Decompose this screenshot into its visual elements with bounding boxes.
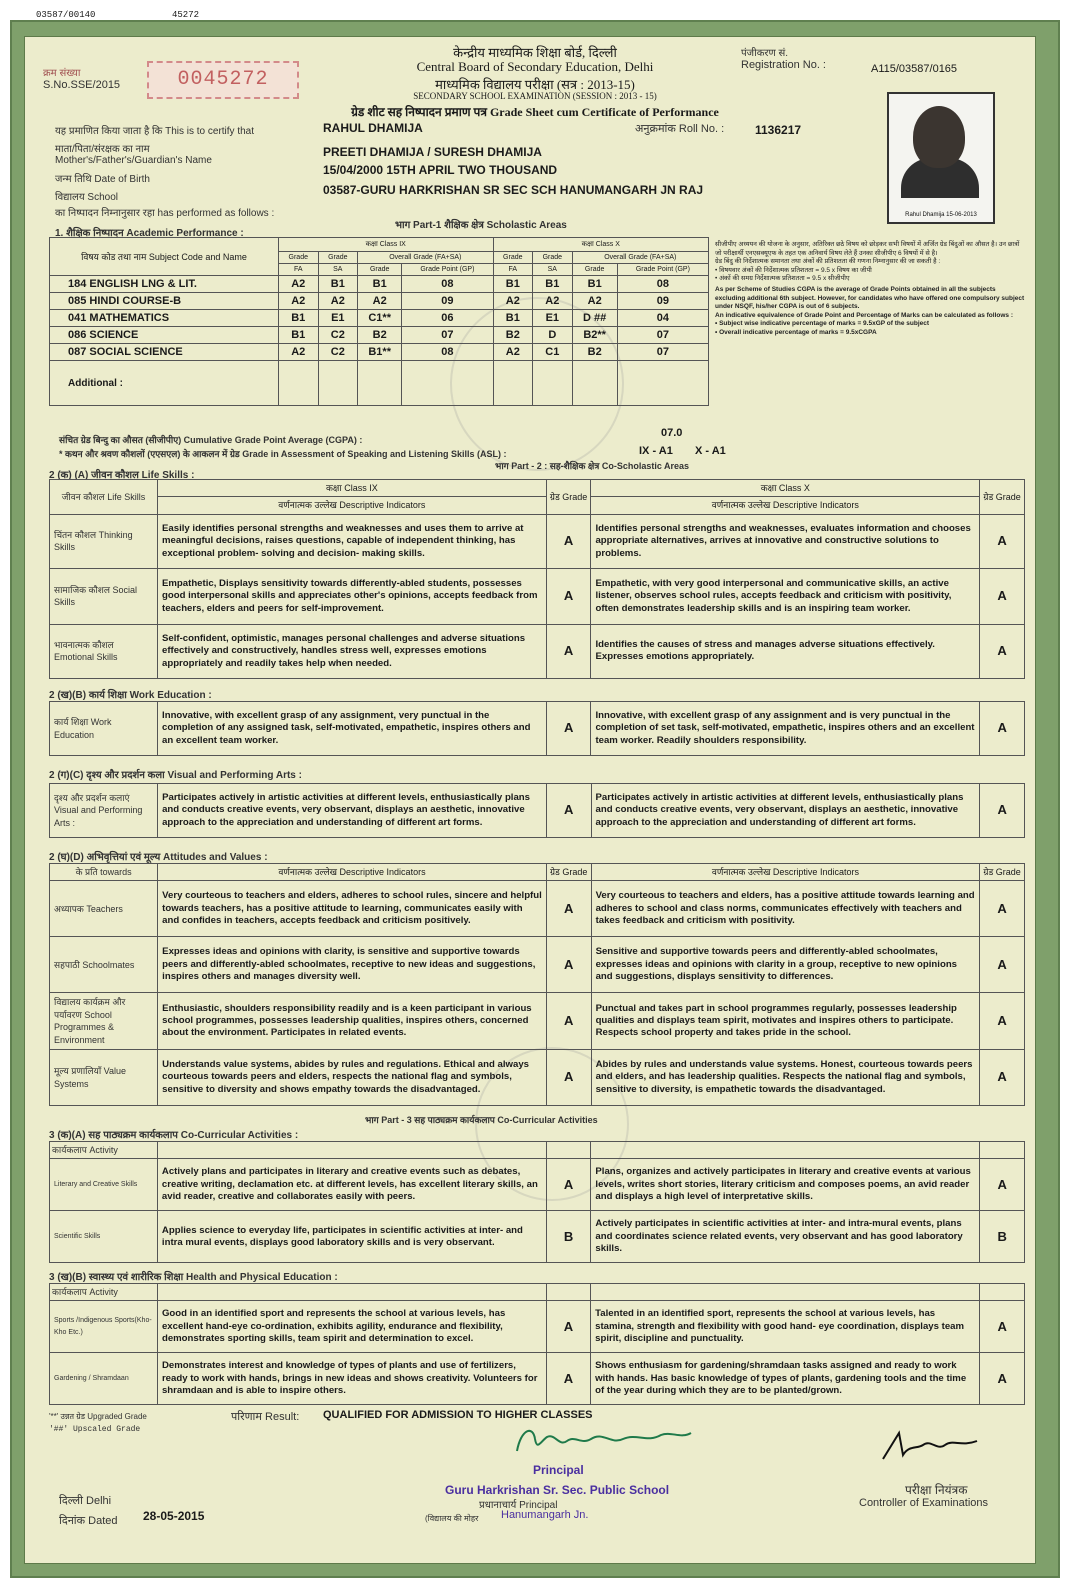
- visual-arts-row: दृश्य और प्रदर्शन कलाएं Visual and Performing Arts : Participates actively in artistic activities at different levels, enthusiastically plans and conducts creative events, very observant, displays an aesthetic, innovative approach to the appreciation and understanding of different art forms. A Participates actively in artistic activities at different levels, enthusiastically plans and conducts creative events, very observant, displays an aesthetic, innovative approach to the appreciation and understanding of different art forms. A: [50, 784, 1025, 838]
- performed-label: का निष्पादन निम्नानुसार रहा has performed as follows :: [55, 208, 275, 219]
- subject-row: 087 SOCIAL SCIENCE A2 C2 B1** 08 A2 C1 B2 07: [50, 344, 709, 361]
- certificate-title: ग्रेड शीट सह निष्पादन प्रमाण पत्र Grade Sheet cum Certificate of Performance: [351, 105, 719, 119]
- work-education-heading: 2 (ख)(B) कार्य शिक्षा Work Education :: [49, 690, 212, 701]
- sa-header: SA: [533, 264, 573, 276]
- attitude-row: मूल्य प्रणालियाँ Value Systems Understands value systems, abides by rules and regulations. Ethical and always courteous towards peers and elders, respects the national flag and symbols, sensitive to diversity and shows empathy towards the disadvantaged. A Abides by rules and understands value systems. Honest, courteous towards peers and elders, and has leadership qualities. Respects the national flag and symbols, sensitive to diversity, is empathetic towards the disadvantaged. A: [50, 1050, 1025, 1106]
- school-stamp: Guru Harkrishan Sr. Sec. Public School: [445, 1483, 670, 1497]
- document-code: 45272: [172, 10, 200, 20]
- descriptive-header: वर्णनात्मक उल्लेख Descriptive Indicators: [158, 864, 547, 881]
- life-skills-table: [49, 479, 1025, 679]
- issue-date: 28-05-2015: [143, 1509, 205, 1523]
- activity-row: Gardening / Shramdaan Demonstrates interest and knowledge of types of plants and use of fertilizers, ready to work with hands, brings in new ideas and shows creativity. Volunteers for shramdaan and is able to inspire others. A Shows enthusiasm for gardening/shramdaan tasks assigned and ready to work with hands. Has basic knowledge of types of plants, gardening tools and the time of the year during which they are to be planted/grown. A: [50, 1353, 1025, 1405]
- health-pe-table: [49, 1283, 1025, 1405]
- part2-heading: भाग Part - 2 : सह-शैक्षिक क्षेत्र Co-Scholastic Areas: [495, 461, 690, 471]
- class10-header: कक्षा Class X: [591, 480, 980, 497]
- asl-class9: IX - A1: [639, 445, 673, 457]
- grade-column-header: ग्रेड Grade: [980, 864, 1025, 881]
- grade-column-header: ग्रेड Grade: [546, 864, 591, 881]
- grade-header: Grade: [318, 252, 358, 264]
- cgpa-value: 07.0: [661, 427, 683, 439]
- grade-header: Grade: [533, 252, 573, 264]
- fa-header: FA: [279, 264, 319, 276]
- additional-row: Additional :: [50, 361, 709, 406]
- cocurricular-table: [49, 1141, 1025, 1263]
- subject-row: 184 ENGLISH LNG & LIT. A2 B1 B1 08 B1 B1 B1 08: [50, 276, 709, 293]
- result-value: QUALIFIED FOR ADMISSION TO HIGHER CLASSES: [323, 1409, 593, 1421]
- student-photo: [887, 92, 995, 224]
- sa-header: SA: [318, 264, 358, 276]
- photo-caption: Rahul Dhamija 15-06-2013: [905, 212, 977, 218]
- grade-subheader: Grade: [572, 264, 617, 276]
- cgpa-notes: सीजीपीए अध्ययन की योजना के अनुसार, अतिरिक्त छठे विषय को छोड़कर सभी विषयों में अर्जित ग्रेड बिंदुओं का औसत है। उन छात्रों जो परीक्षार्थी एनएसक्यूएफ के तहत एक अनिवार्य विषय लेते हैं उनका सीजीपीए 6 विषयों में से है। ग्रेड बिंदु की निर्देशात्मक समानता तथा अंकों की प्रतिशतता की गणना निम्नानुसार की जा सकती है : • विषयवार अंकों की निर्देशात्मक प्रतिशतता = 9.5 x विषय का जीपी • अंकों की समग्र निर्देशात्मक प्रतिशतता = 9.5 x सीजीपीए As per Scheme of Studies CGPA is the average of Grade Points obtained in all the subjects excluding additional 6th subject. However, for candidates who have offered one compulsory subject under NSQF, his/her CGPA is out of 6 subjects. An indicative equivalence of Grade Point and Percentage of Marks can be calculated as follows : • Subject wise indicative percentage of marks = 9.5xGP of the subject • Overall indicative percentage of marks = 9.5xCGPA: [715, 241, 1025, 336]
- date-of-birth: 15/04/2000 15TH APRIL TWO THOUSAND: [323, 163, 558, 177]
- result-label: परिणाम Result:: [231, 1411, 300, 1423]
- visual-arts-table: [49, 783, 1025, 838]
- overall-header: Overall Grade (FA+SA): [572, 252, 708, 264]
- activity-column-header: कार्यकलाप Activity: [50, 1142, 158, 1159]
- life-skills-column-header: जीवन कौशल Life Skills: [50, 480, 158, 515]
- registration-label: Registration No. :: [741, 59, 826, 71]
- life-skills-heading: 2 (क) (A) जीवन कौशल Life Skills :: [49, 470, 195, 481]
- subject-row: 085 HINDI COURSE-B A2 A2 A2 09 A2 A2 A2 09: [50, 293, 709, 310]
- dob-label: जन्म तिथि Date of Birth: [55, 174, 150, 185]
- work-education-row: कार्य शिक्षा Work Education Innovative, with excellent grasp of any assignment, very punctual in the completion of any assigned task, self-motivated, empathetic, inspires others and an excellent team worker. A Innovative, with excellent grasp of any assignment and is very punctual in the completion of set task, self-motivated, empathetic, inspires others and an excellent team worker. Readily shoulders responsibility. A: [50, 702, 1025, 756]
- student-name: RAHUL DHAMIJA: [323, 121, 423, 135]
- towards-column-header: के प्रति towards: [50, 864, 158, 881]
- asl-class10: X - A1: [695, 445, 726, 457]
- activity-row: Literary and Creative Skills Actively plans and participates in literary and creative events such as debates, creative writing, declamation etc. at different levels, has excellent literary skills, an avid reader, creative and collaborates easily with peers. A Plans, organizes and actively participates in literary and creative events at various levels, writes short stories, literary criticism and composes poems, an avid reader and displays a high level of interpretative skills. A: [50, 1159, 1025, 1211]
- class9-header: कक्षा Class IX: [279, 238, 494, 252]
- place-label: दिल्ली Delhi: [59, 1495, 112, 1507]
- principal-label: Principal: [533, 1463, 584, 1477]
- overall-header: Overall Grade (FA+SA): [358, 252, 493, 264]
- gp-header: Grade Point (GP): [402, 264, 493, 276]
- grade-column-header: ग्रेड Grade: [980, 480, 1025, 515]
- descriptive-header: वर्णनात्मक उल्लेख Descriptive Indicators: [591, 864, 980, 881]
- life-skill-row: चिंतन कौशल Thinking Skills Easily identifies personal strengths and weaknesses and uses them to arrive at meaningful decisions, raises questions, capable of independent thinking, has exceptional problem- solving and decision- making skills. A Identifies personal strengths and weaknesses, evaluates information and chooses appropriate alternatives, arrives at innovative and constructive solutions to problems. A: [50, 514, 1025, 568]
- subject-column-header: विषय कोड तथा नाम Subject Code and Name: [50, 238, 279, 276]
- principal-signature: [511, 1421, 701, 1461]
- serial-label: S.No.SSE/2015: [43, 79, 121, 91]
- academic-table: [49, 237, 709, 406]
- exam-name-hindi: माध्यमिक विद्यालय परीक्षा (सत्र : 2013-15): [435, 77, 635, 92]
- controller-hindi: परीक्षा नियंत्रक: [905, 1483, 968, 1497]
- parent-label-hindi: माता/पिता/संरक्षक का नाम: [55, 144, 150, 155]
- parent-names: PREETI DHAMIJA / SURESH DHAMIJA: [323, 145, 542, 159]
- certify-label: यह प्रमाणित किया जाता है कि This is to certify that: [55, 126, 255, 137]
- activity-column-header: कार्यकलाप Activity: [50, 1284, 158, 1301]
- principal-hindi: प्रधानाचार्य Principal: [479, 1500, 558, 1511]
- document-number: 03587/00140: [36, 10, 96, 20]
- attitude-row: अध्यापक Teachers Very courteous to teachers and elders, adheres to school rules, sincere and helpful towards teachers, has a positive attitude to learning, communicates easily with and confides in teachers, accepts feedback and criticism positively. A Very courteous to teachers and elders, has a positive attitude towards learning and adheres to school and class norms, communicates effectively with teachers and takes feedback and criticism with positivity. A: [50, 881, 1025, 937]
- subject-row: 086 SCIENCE B1 C2 B2 07 B2 D B2** 07: [50, 327, 709, 344]
- board-name: Central Board of Secondary Education, Delhi: [416, 59, 654, 74]
- part3-heading: भाग Part - 3 सह पाठ्यक्रम कार्यकलाप Co-Curricular Activities: [365, 1115, 598, 1125]
- activity-row: Sports /Indigenous Sports(Kho-Kho Etc.) Good in an identified sport and represents the school at various levels, has excellent hand-eye co-ordination, exhibits agility, endurance and flexibility, demonstrates sporting skills, team spirit and determination to excel. A Talented in an identified sport, represents the school at various levels, has stamina, strength and flexibility with good hand- eye coordination, displays team spirit, discipline and punctuality. A: [50, 1301, 1025, 1353]
- exam-name: SECONDARY SCHOOL EXAMINATION (SESSION : 2013 - 15): [413, 91, 657, 101]
- class10-header: कक्षा Class X: [493, 238, 708, 252]
- health-pe-heading: 3 (ख)(B) स्वास्थ्य एवं शारीरिक शिक्षा Health and Physical Education :: [49, 1272, 338, 1283]
- work-education-table: [49, 701, 1025, 756]
- grade-header: Grade: [493, 252, 533, 264]
- controller-label: Controller of Examinations: [859, 1497, 989, 1509]
- asl-label: * कथन और श्रवण कौशलों (एएसएल) के आकलन में ग्रेड Grade in Assessment of Speaking and Listening Skills (ASL) :: [59, 449, 507, 459]
- cgpa-label: संचित ग्रेड बिन्दु का औसत (सीजीपीए) Cumulative Grade Point Average (CGPA) :: [59, 435, 363, 445]
- board-name-hindi: केन्द्रीय माध्यमिक शिक्षा बोर्ड, दिल्ली: [453, 45, 617, 60]
- life-skill-row: सामाजिक कौशल Social Skills Empathetic, Displays sensitivity towards differently-abled students, possesses good interpersonal skills and appreciates other's opinions, accepts feedback from teachers, elders and peers for self-improvement. A Empathetic, with very good interpersonal and communicative skills, an active listener, observes school rules, accepts feedback and criticism with positivity, often demonstrates leadership skills and is an inspiring team worker. A: [50, 568, 1025, 624]
- academic-heading: 1. शैक्षिक निष्पादन Academic Performance :: [55, 228, 244, 239]
- serial-label-hindi: क्रम संख्या: [43, 68, 81, 79]
- life-skill-row: भावनात्मक कौशल Emotional Skills Self-confident, optimistic, manages personal challenges and adverse situations effectively and constructively, handles stress well, expresses emotions appropriately and readily takes help when needed. A Identifies the causes of stress and manages adverse situations effectively. Expresses emotions appropriately. A: [50, 624, 1025, 678]
- roll-number: 1136217: [755, 123, 802, 137]
- roll-label: अनुक्रमांक Roll No. :: [635, 123, 725, 135]
- serial-number: 0045272: [147, 61, 299, 99]
- descriptive-header: वर्णनात्मक उल्लेख Descriptive Indicators: [158, 497, 547, 514]
- visual-arts-heading: 2 (ग)(C) दृश्य और प्रदर्शन कला Visual and Performing Arts :: [49, 770, 302, 781]
- attitudes-heading: 2 (घ)(D) अभिवृत्तियां एवं मूल्य Attitudes and Values :: [49, 852, 268, 863]
- activity-row: Scientific Skills Applies science to everyday life, participates in scientific activities at inter- and intra mural events, displays good laboratory skills and is very observant. B Actively participates in scientific activities at inter- and intra-mural events, plans and coordinates science related events, very observant and has good laboratory skills. B: [50, 1211, 1025, 1263]
- registration-number: A115/03587/0165: [871, 63, 958, 75]
- attitude-row: विद्यालय कार्यक्रम और पर्यावरण School Programmes & Environment Enthusiastic, shoulders responsibility readily and is a keen participant in various school programmes, possesses leadership qualities, inspires others, concerned about the environment. Participates in related events. A Punctual and takes part in school programmes regularly, possesses leadership qualities and displays team spirit, motivates and inspires others to participate. Respects school property and takes pride in the school. A: [50, 993, 1025, 1050]
- attitudes-table: [49, 863, 1025, 1106]
- class9-header: कक्षा Class IX: [158, 480, 547, 497]
- subject-row: 041 MATHEMATICS B1 E1 C1** 06 B1 E1 D ## 04: [50, 310, 709, 327]
- gp-header: Grade Point (GP): [617, 264, 708, 276]
- fa-header: FA: [493, 264, 533, 276]
- grade-header: Grade: [279, 252, 319, 264]
- school-name: 03587-GURU HARKRISHAN SR SEC SCH HANUMANGARH JN RAJ: [323, 183, 704, 197]
- controller-signature: [877, 1427, 987, 1467]
- school-label: विद्यालय School: [55, 192, 118, 203]
- upgraded-legend: '**' उन्नत ग्रेड Upgraded Grade: [49, 1412, 147, 1421]
- registration-label-hindi: पंजीकरण सं.: [741, 48, 789, 59]
- grade-subheader: Grade: [358, 264, 402, 276]
- descriptive-header: वर्णनात्मक उल्लेख Descriptive Indicators: [591, 497, 980, 514]
- part1-heading: भाग Part-1 शैक्षिक क्षेत्र Scholastic Areas: [395, 220, 567, 231]
- cocurricular-heading: 3 (क)(A) सह पाठ्यक्रम कार्यकलाप Co-Curricular Activities :: [49, 1130, 299, 1141]
- town-stamp: Hanumangarh Jn.: [501, 1509, 589, 1521]
- grade-column-header: ग्रेड Grade: [546, 480, 591, 515]
- certificate-sheet: [24, 36, 1036, 1564]
- parent-label: Mother's/Father's/Guardian's Name: [55, 155, 212, 166]
- dated-label: दिनांक Dated: [59, 1515, 118, 1527]
- upscaled-legend: '##' Upscaled Grade: [49, 1425, 141, 1434]
- seal-label: (विद्यालय की मोहर: [425, 1514, 479, 1523]
- attitude-row: सहपाठी Schoolmates Expresses ideas and opinions with clarity, is sensitive and supportive towards peers and differently-abled schoolmates, receptive to new ideas and suggestions, inspires others and manages diversity well. A Sensitive and supportive towards peers and differently-abled schoolmates, expresses ideas and opinions with clarity in a group, receptive to new opinions and suggestions, displays sensitivity to differences. A: [50, 937, 1025, 993]
